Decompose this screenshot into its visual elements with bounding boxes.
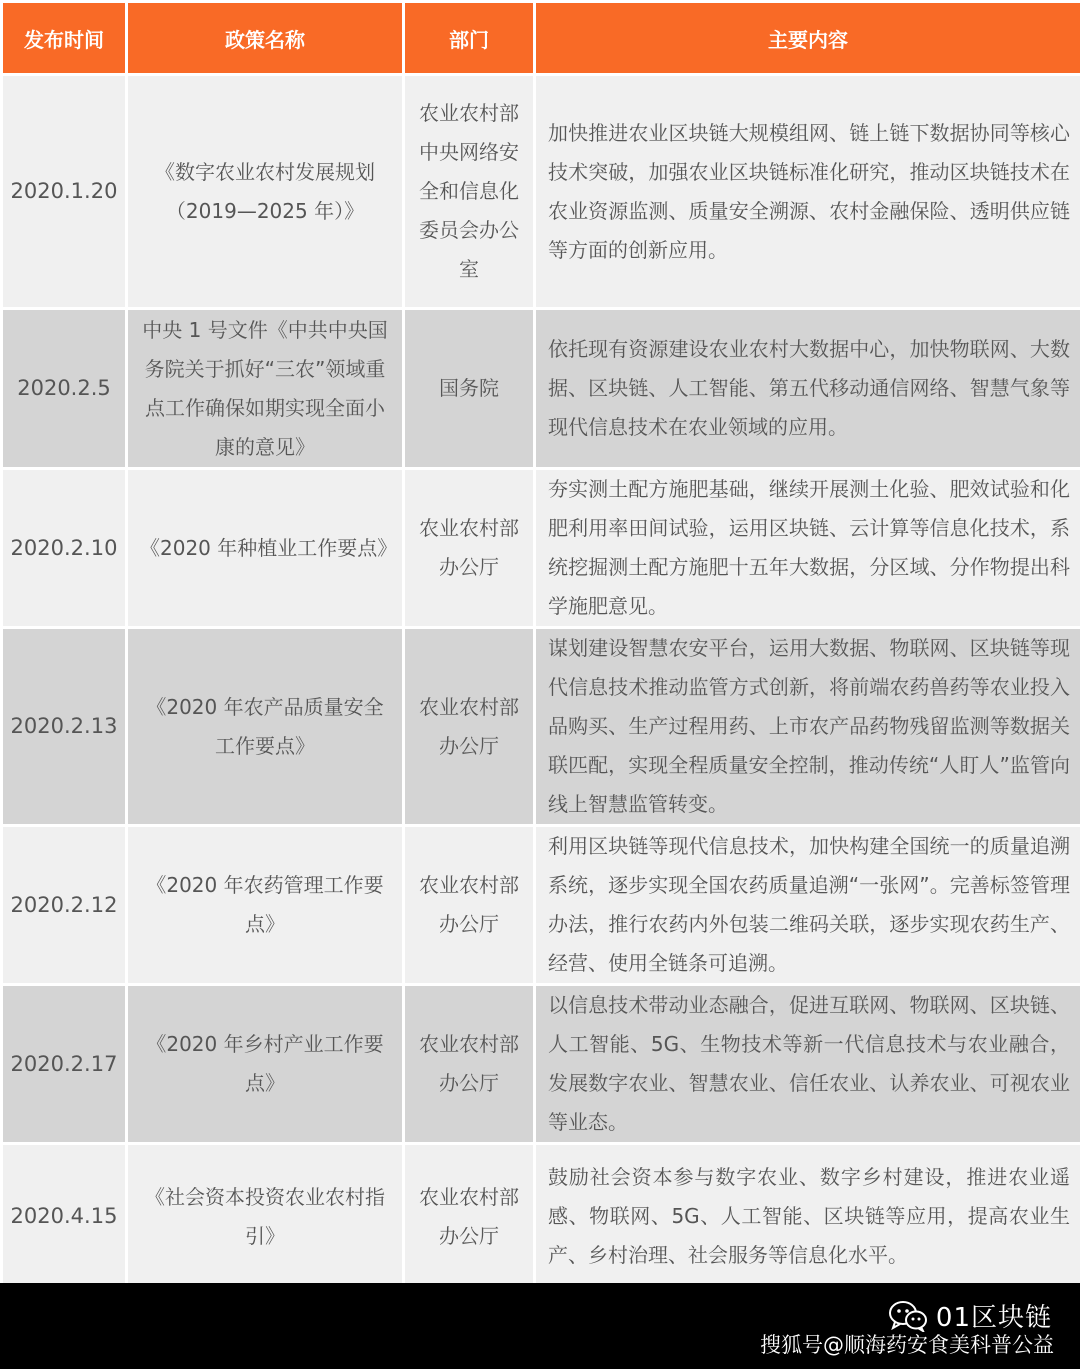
row-policy-name: 《2020 年乡村产业工作要点》 xyxy=(127,985,404,1144)
row-date: 2020.2.10 xyxy=(2,469,127,628)
wechat-icon xyxy=(888,1300,928,1332)
row-date: 2020.4.15 xyxy=(2,1144,127,1290)
row-department: 农业农村部办公厅 xyxy=(404,826,535,985)
row-policy-name: 中央 1 号文件《中共中央国务院关于抓好“三农”领域重点工作确保如期实现全面小康的意见》 xyxy=(127,309,404,469)
header-name: 政策名称 xyxy=(127,2,404,75)
row-date: 2020.2.5 xyxy=(2,309,127,469)
row-content: 谋划建设智慧农安平台，运用大数据、物联网、区块链等现代信息技术推动监管方式创新，将前端农药兽药等农业投入品购买、生产过程用药、上市农产品药物残留监测等数据关联匹配，实现全程质量安全控制，推动传统“人盯人”监管向线上智慧监管转变。 xyxy=(535,628,1080,826)
account-name: 01区块链 xyxy=(935,1303,1052,1333)
row-department: 农业农村部办公厅 xyxy=(404,469,535,628)
row-policy-name: 《数字农业农村发展规划（2019—2025 年）》 xyxy=(127,75,404,309)
row-date: 2020.2.13 xyxy=(2,628,127,826)
header-dept: 部门 xyxy=(404,2,535,75)
table-row xyxy=(2,75,1080,309)
table-row xyxy=(2,826,1080,985)
table-row xyxy=(2,309,1080,469)
table-row xyxy=(2,469,1080,628)
table-row xyxy=(2,985,1080,1144)
row-department: 国务院 xyxy=(404,309,535,469)
header-date: 发布时间 xyxy=(2,2,127,75)
source-credit: 搜狐号@顺海药安食美科普公益 xyxy=(760,1333,1054,1357)
row-policy-name: 《2020 年农产品质量安全工作要点》 xyxy=(127,628,404,826)
row-policy-name: 《2020 年农药管理工作要点》 xyxy=(127,826,404,985)
row-policy-name: 《2020 年种植业工作要点》 xyxy=(127,469,404,628)
row-department: 农业农村部办公厅 xyxy=(404,985,535,1144)
table-header xyxy=(2,2,1080,75)
header-content: 主要内容 xyxy=(535,2,1080,75)
row-date: 2020.2.12 xyxy=(2,826,127,985)
row-content: 以信息技术带动业态融合，促进互联网、物联网、区块链、人工智能、5G、生物技术等新一代信息技术与农业融合，发展数字农业、智慧农业、信任农业、认养农业、可视农业等业态。 xyxy=(535,985,1080,1144)
row-date: 2020.1.20 xyxy=(2,75,127,309)
row-content: 加快推进农业区块链大规模组网、链上链下数据协同等核心技术突破，加强农业区块链标准化研究，推动区块链技术在农业资源监测、质量安全溯源、农村金融保险、透明供应链等方面的创新应用。 xyxy=(535,75,1080,309)
row-content: 鼓励社会资本参与数字农业、数字乡村建设，推进农业遥感、物联网、5G、人工智能、区块链等应用，提高农业生产、乡村治理、社会服务等信息化水平。 xyxy=(535,1144,1080,1290)
footer-watermark-bar xyxy=(0,1283,1080,1369)
row-content: 夯实测土配方施肥基础，继续开展测土化验、肥效试验和化肥利用率田间试验，运用区块链、云计算等信息化技术，系统挖掘测土配方施肥十五年大数据，分区域、分作物提出科学施肥意见。 xyxy=(535,469,1080,628)
table-row xyxy=(2,628,1080,826)
row-date: 2020.2.17 xyxy=(2,985,127,1144)
row-department: 农业农村部办公厅 xyxy=(404,1144,535,1290)
row-content: 依托现有资源建设农业农村大数据中心，加快物联网、大数据、区块链、人工智能、第五代移动通信网络、智慧气象等现代信息技术在农业领域的应用。 xyxy=(535,309,1080,469)
row-policy-name: 《社会资本投资农业农村指引》 xyxy=(127,1144,404,1290)
table-row xyxy=(2,1144,1080,1290)
row-content: 利用区块链等现代信息技术，加快构建全国统一的质量追溯系统，逐步实现全国农药质量追溯“一张网”。完善标签管理办法，推行农药内外包装二维码关联，逐步实现农药生产、经营、使用全链条可追溯。 xyxy=(535,826,1080,985)
row-department: 农业农村部 中央网络安全和信息化委员会办公室 xyxy=(404,75,535,309)
row-department: 农业农村部办公厅 xyxy=(404,628,535,826)
